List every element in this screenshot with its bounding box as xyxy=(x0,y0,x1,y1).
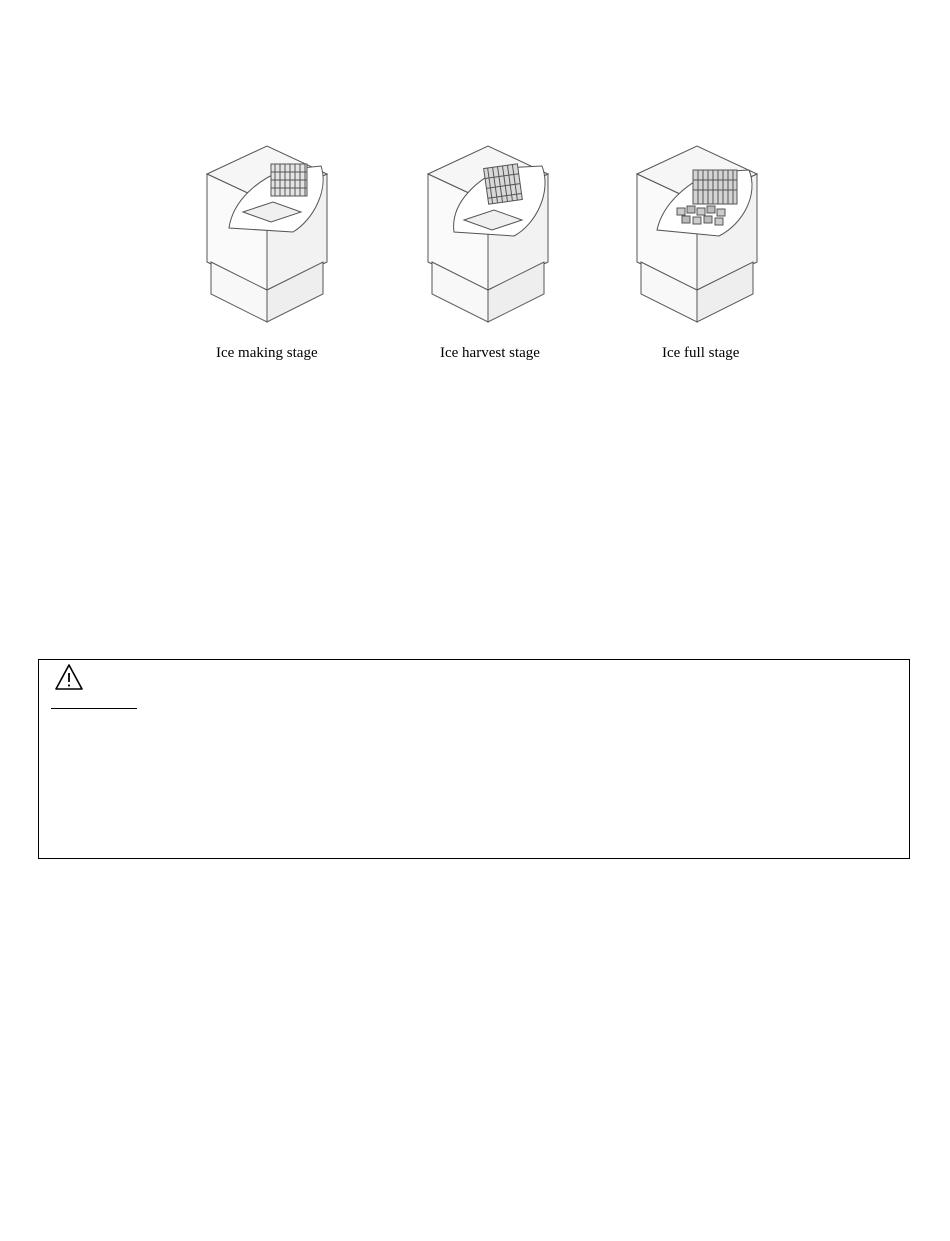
figure-ice-making-stage xyxy=(203,140,353,330)
caution-box xyxy=(38,659,910,859)
caption-ice-harvest-stage: Ice harvest stage xyxy=(440,345,540,361)
warning-triangle-icon xyxy=(54,663,84,691)
ice-maker-full-stage-illustration xyxy=(633,140,783,330)
caption-ice-making-stage: Ice making stage xyxy=(216,345,318,361)
figure-ice-harvest-stage xyxy=(424,140,574,330)
caption-ice-full-stage: Ice full stage xyxy=(662,345,740,361)
caution-heading-underline xyxy=(51,708,137,709)
figure-ice-full-stage xyxy=(633,140,783,330)
ice-maker-harvest-stage-illustration xyxy=(424,140,574,330)
ice-maker-making-stage-illustration xyxy=(203,140,353,330)
